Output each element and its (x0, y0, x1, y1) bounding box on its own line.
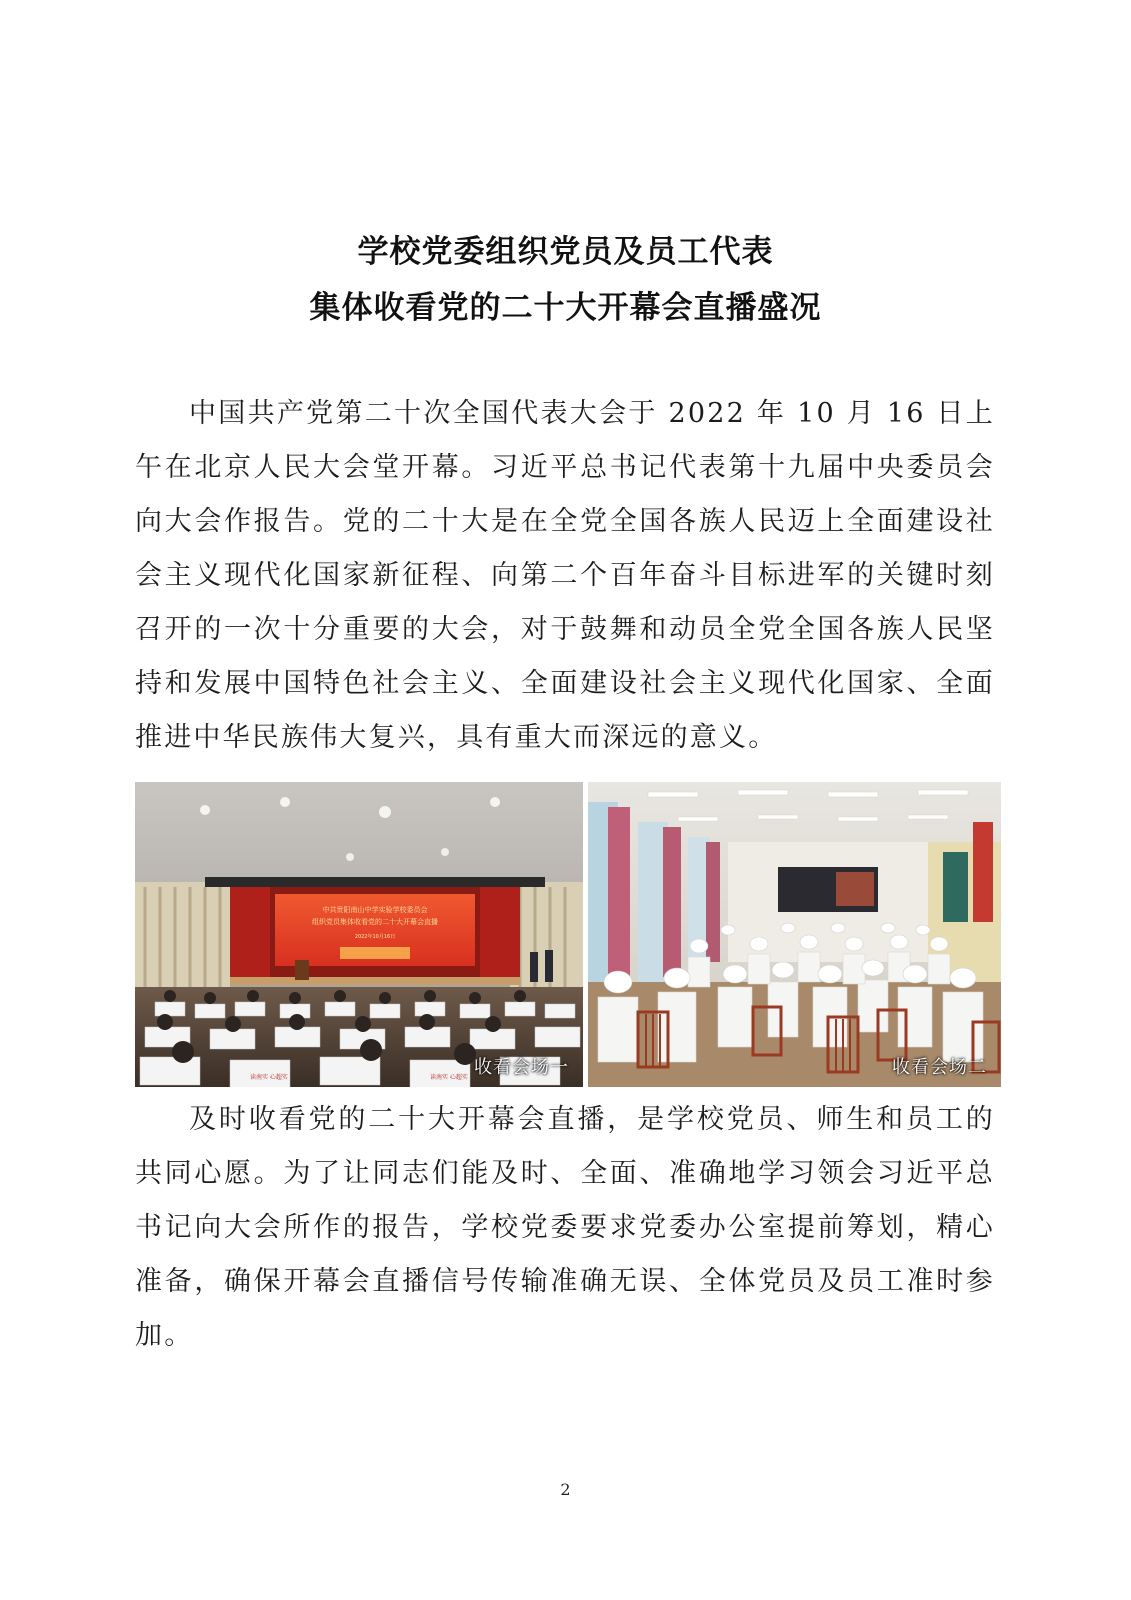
document-title-line-2: 集体收看党的二十大开幕会直播盛况 (309, 290, 822, 326)
photo-venue-two (588, 782, 1001, 1087)
svg-text:组织党员集体收看党的二十大开幕会直播: 组织党员集体收看党的二十大开幕会直播 (312, 918, 438, 926)
photo-caption-venue-one: 收看会场一 (474, 1057, 569, 1078)
svg-text:读南实 心超实: 读南实 心超实 (250, 1074, 288, 1081)
svg-text:读南实 心超实: 读南实 心超实 (430, 1074, 468, 1081)
document-title-line-1: 学校党委组织党员及员工代表 (357, 234, 774, 270)
page-number: 2 (560, 1480, 571, 1499)
photo-venue-one (135, 782, 583, 1087)
photo-caption-venue-two: 收看会场二 (892, 1057, 987, 1078)
classroom-hall-image (588, 782, 1001, 1087)
paragraph-preparation: 及时收看党的二十大开幕会直播，是学校党员、师生和员工的共同心愿。为了让同志们能及时、全面、准确地学习领会习近平总书记向大会所作的报告，学校党委要求党委办公室提前筹划，精心准备，确保开幕会直播信号传输准确无误、全体党员及员工准时参加。 (135, 1104, 995, 1351)
auditorium-image (135, 782, 583, 1087)
svg-text:中共贵阳南山中学实验学校委员会: 中共贵阳南山中学实验学校委员会 (322, 906, 428, 914)
paragraph-intro: 中国共产党第二十次全国代表大会于 2022 年 10 月 16 日上午在北京人民大会堂开幕。习近平总书记代表第十九届中央委员会向大会作报告。党的二十大是在全党全国各族人民迈上全面建设社会主义现代化国家新征程、向第二个百年奋斗目标进军的关键时刻召开的一次十分重要的大会，对于鼓舞和动员全党全国各族人民坚持和发展中国特色社会主义、全面建设社会主义现代化国家、全面推进中华民族伟大复兴，具有重大而深远的意义。 (135, 398, 995, 753)
svg-text:2022年10月16日: 2022年10月16日 (354, 934, 396, 940)
